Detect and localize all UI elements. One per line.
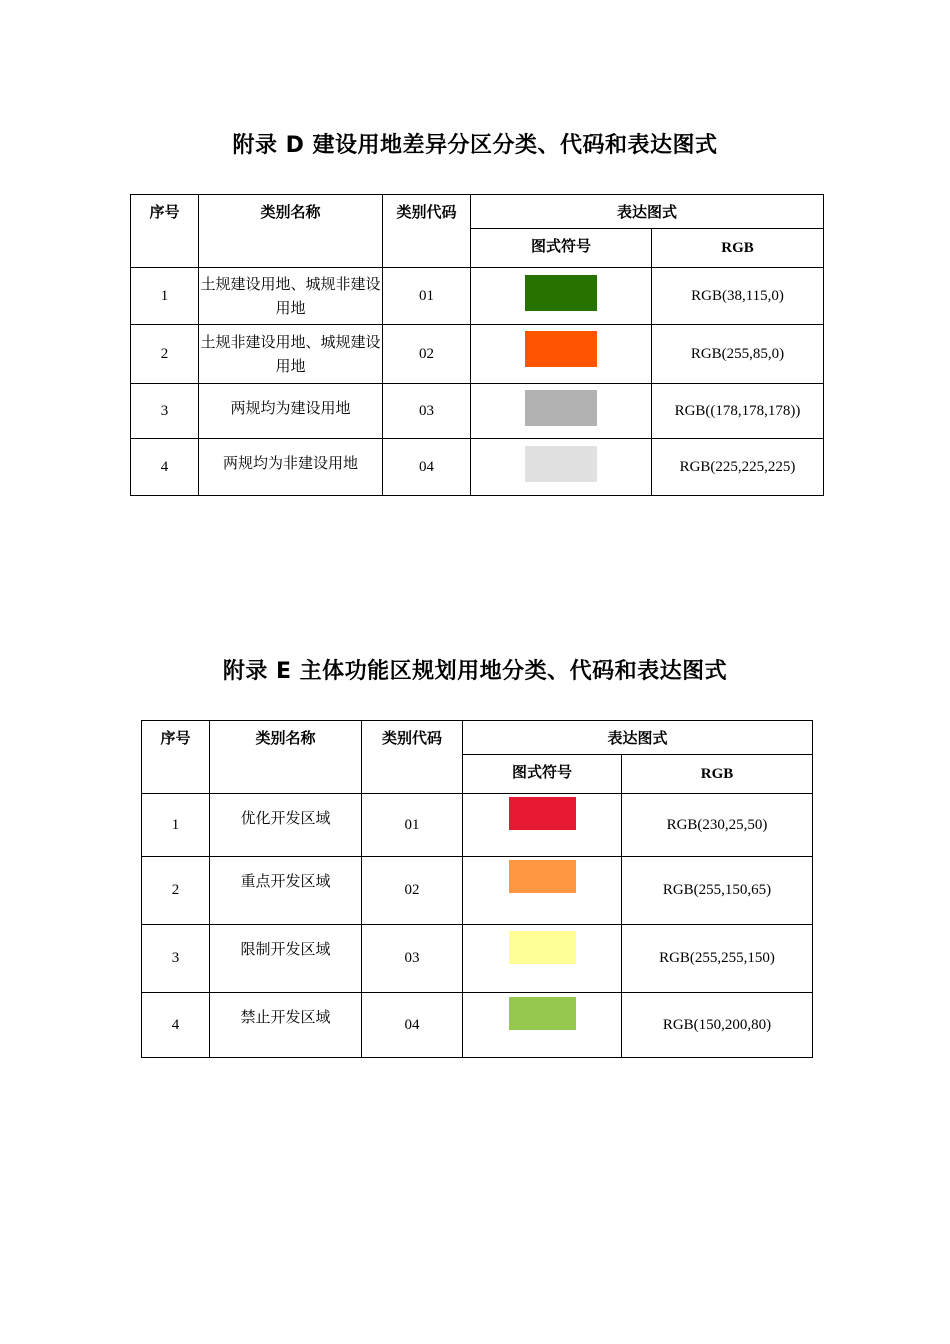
row-rgb: RGB(230,25,50): [622, 794, 813, 857]
row-rgb: RGB(38,115,0): [652, 268, 824, 325]
header-code: 类别代码: [362, 721, 463, 794]
header-rgb: RGB: [652, 229, 824, 268]
row-code: 01: [383, 268, 471, 325]
table-row: [142, 993, 813, 1058]
row-rgb: RGB(255,85,0): [652, 325, 824, 384]
row-rgb: RGB((178,178,178)): [652, 384, 824, 439]
row-name: 限制开发区域: [210, 925, 362, 993]
row-symbol: [463, 925, 622, 993]
color-swatch: [525, 390, 597, 426]
header-name: 类别名称: [199, 195, 383, 268]
row-seq: 3: [131, 384, 199, 439]
row-symbol: [471, 439, 652, 496]
row-symbol: [463, 857, 622, 925]
color-swatch: [509, 997, 576, 1030]
row-seq: 4: [142, 993, 210, 1058]
row-rgb: RGB(255,255,150): [622, 925, 813, 993]
row-seq: 1: [142, 794, 210, 857]
header-code: 类别代码: [383, 195, 471, 268]
header-symbol: 图式符号: [463, 755, 622, 794]
appendix-e-title: 附录 E 主体功能区规划用地分类、代码和表达图式: [222, 659, 728, 684]
table-row: [131, 325, 824, 384]
row-seq: 2: [142, 857, 210, 925]
row-name: 禁止开发区域: [210, 993, 362, 1058]
color-swatch: [509, 931, 576, 964]
color-swatch: [525, 275, 597, 311]
row-seq: 2: [131, 325, 199, 384]
row-seq: 1: [131, 268, 199, 325]
row-name: 两规均为非建设用地: [199, 439, 383, 496]
row-code: 02: [383, 325, 471, 384]
row-seq: 4: [131, 439, 199, 496]
row-name: 重点开发区域: [210, 857, 362, 925]
row-name: 土规建设用地、城规非建设用地: [199, 268, 383, 325]
row-rgb: RGB(255,150,65): [622, 857, 813, 925]
row-symbol: [471, 268, 652, 325]
table-row: [131, 384, 824, 439]
header-seq: 序号: [142, 721, 210, 794]
row-symbol: [463, 993, 622, 1058]
row-name: 优化开发区域: [210, 794, 362, 857]
row-code: 04: [383, 439, 471, 496]
table-row: [142, 857, 813, 925]
header-expression: 表达图式: [463, 721, 813, 755]
row-name: 两规均为建设用地: [199, 384, 383, 439]
appendix-d-table: [130, 194, 824, 496]
row-code: 03: [383, 384, 471, 439]
color-swatch: [525, 331, 597, 367]
header-expression: 表达图式: [471, 195, 824, 229]
row-rgb: RGB(225,225,225): [652, 439, 824, 496]
row-name: 土规非建设用地、城规建设用地: [199, 325, 383, 384]
appendix-e-table: [141, 720, 813, 1058]
row-symbol: [471, 325, 652, 384]
table-row: [142, 925, 813, 993]
table-row: [131, 268, 824, 325]
row-symbol: [463, 794, 622, 857]
header-rgb: RGB: [622, 755, 813, 794]
appendix-d-title: 附录 D 建设用地差异分区分类、代码和表达图式: [232, 133, 718, 158]
table-row: [142, 794, 813, 857]
row-code: 04: [362, 993, 463, 1058]
color-swatch: [525, 446, 597, 482]
row-code: 01: [362, 794, 463, 857]
table-row: [131, 439, 824, 496]
header-name: 类别名称: [210, 721, 362, 794]
color-swatch: [509, 797, 576, 830]
row-symbol: [471, 384, 652, 439]
header-symbol: 图式符号: [471, 229, 652, 268]
row-rgb: RGB(150,200,80): [622, 993, 813, 1058]
row-code: 03: [362, 925, 463, 993]
row-code: 02: [362, 857, 463, 925]
header-seq: 序号: [131, 195, 199, 268]
color-swatch: [509, 860, 576, 893]
row-seq: 3: [142, 925, 210, 993]
